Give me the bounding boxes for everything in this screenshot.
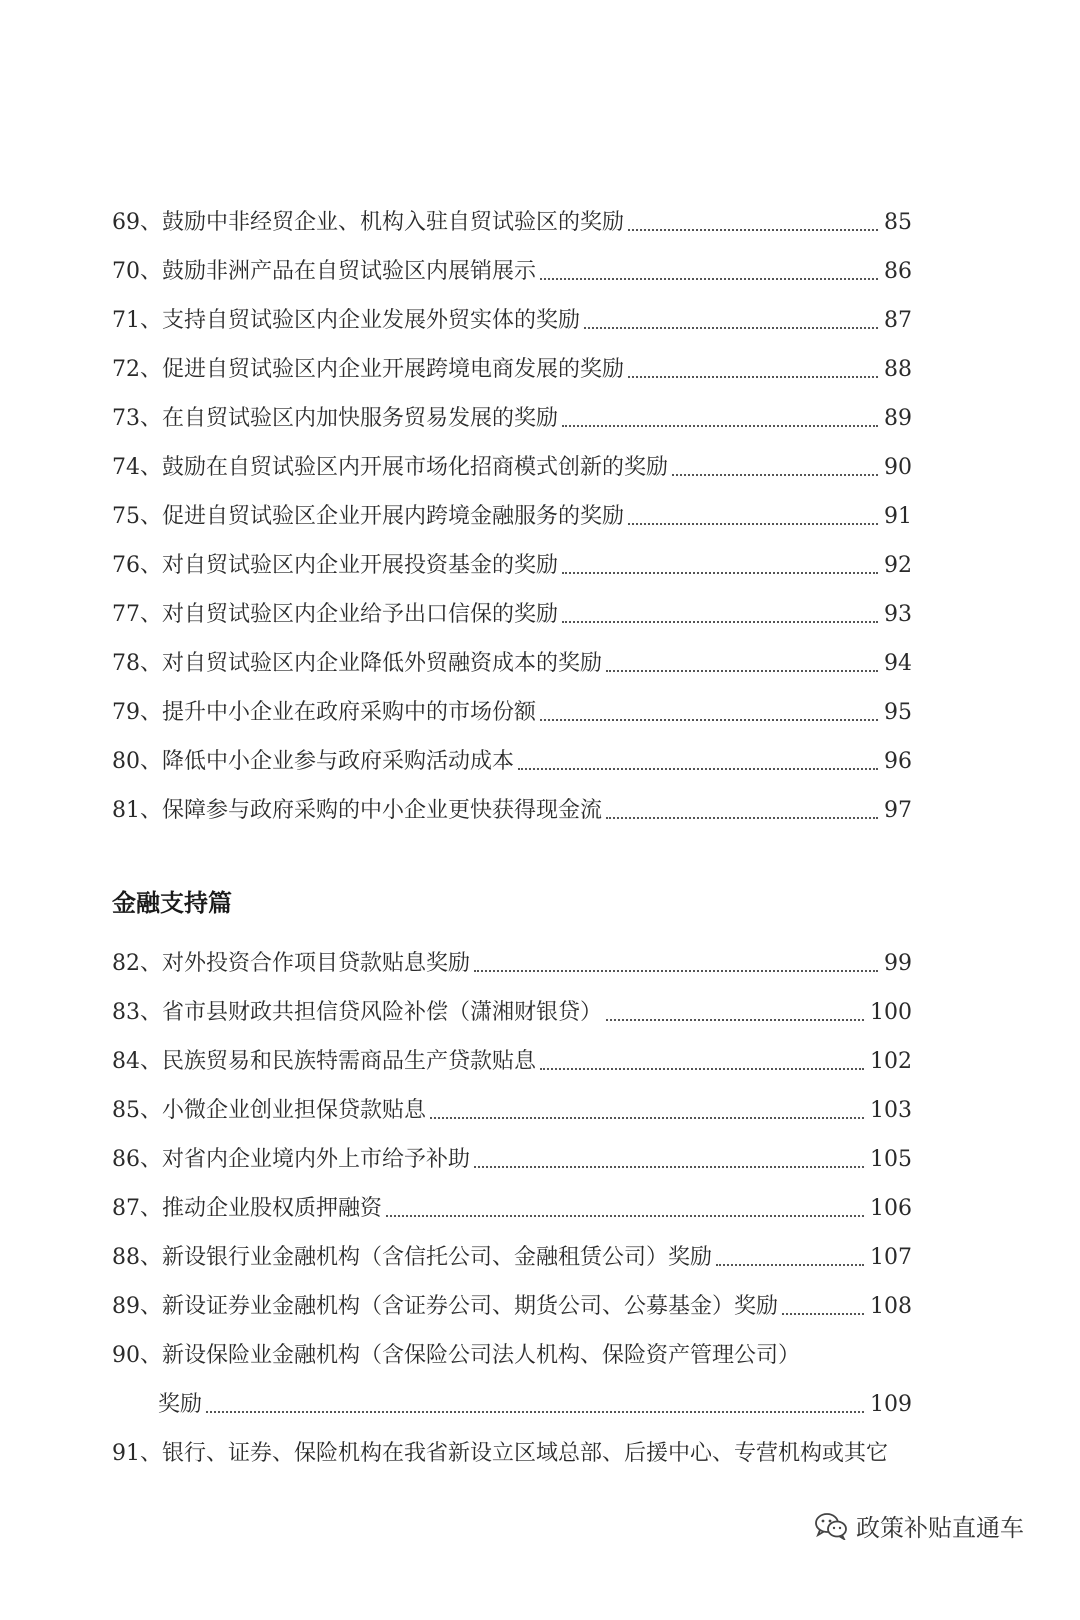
watermark-text: 政策补贴直通车 bbox=[856, 1514, 1024, 1542]
toc-entry-title: 82、对外投资合作项目贷款贴息奖励 bbox=[112, 951, 470, 976]
dot-leader bbox=[540, 1068, 864, 1070]
toc-entry-title: 75、促进自贸试验区企业开展内跨境金融服务的奖励 bbox=[112, 504, 624, 529]
toc-entry-page: 89 bbox=[884, 406, 912, 431]
dot-leader bbox=[628, 229, 878, 231]
toc-entry-title: 77、对自贸试验区内企业给予出口信保的奖励 bbox=[112, 602, 558, 627]
toc-entry-page: 105 bbox=[870, 1147, 912, 1172]
toc-entry-page: 87 bbox=[884, 308, 912, 333]
toc-entry-page: 109 bbox=[870, 1392, 912, 1417]
toc-entry[interactable] bbox=[112, 434, 912, 483]
toc-entry-title: 69、鼓励中非经贸企业、机构入驻自贸试验区的奖励 bbox=[112, 210, 624, 235]
wechat-watermark bbox=[814, 1508, 1024, 1543]
toc-entry-title: 81、保障参与政府采购的中小企业更快获得现金流 bbox=[112, 798, 602, 823]
toc-entry-title: 84、民族贸易和民族特需商品生产贷款贴息 bbox=[112, 1049, 536, 1074]
toc-entry-page: 107 bbox=[870, 1245, 912, 1270]
toc-entry[interactable] bbox=[112, 777, 912, 826]
toc-entry[interactable] bbox=[112, 979, 912, 1028]
toc-entry[interactable] bbox=[112, 930, 912, 979]
dot-leader bbox=[386, 1215, 864, 1217]
toc-entry-page: 94 bbox=[884, 651, 912, 676]
toc-entry-title: 71、支持自贸试验区内企业发展外贸实体的奖励 bbox=[112, 308, 580, 333]
toc-entry-page: 92 bbox=[884, 553, 912, 578]
toc-entry[interactable] bbox=[112, 385, 912, 434]
toc-entry-title: 86、对省内企业境内外上市给予补助 bbox=[112, 1147, 470, 1172]
toc-entry-title: 80、降低中小企业参与政府采购活动成本 bbox=[112, 749, 514, 774]
toc-entry-continuation[interactable] bbox=[112, 1371, 912, 1420]
dot-leader bbox=[474, 1166, 864, 1168]
dot-leader bbox=[672, 474, 878, 476]
toc-entry-page: 100 bbox=[870, 1000, 912, 1025]
dot-leader bbox=[562, 425, 878, 427]
toc-entry[interactable] bbox=[112, 728, 912, 777]
toc-entry-page: 93 bbox=[884, 602, 912, 627]
toc-entry-page: 102 bbox=[870, 1049, 912, 1074]
toc-entry-page: 90 bbox=[884, 455, 912, 480]
toc-entry-title: 79、提升中小企业在政府采购中的市场份额 bbox=[112, 700, 536, 725]
toc-entry[interactable] bbox=[112, 1028, 912, 1077]
dot-leader bbox=[518, 768, 878, 770]
dot-leader bbox=[430, 1117, 864, 1119]
toc-entry-page: 106 bbox=[870, 1196, 912, 1221]
toc-entry[interactable] bbox=[112, 238, 912, 287]
wechat-icon bbox=[814, 1512, 848, 1540]
toc-entry-title: 90、新设保险业金融机构（含保险公司法人机构、保险资产管理公司） bbox=[112, 1343, 800, 1368]
toc-entry-title: 70、鼓励非洲产品在自贸试验区内展销展示 bbox=[112, 259, 536, 284]
toc-entry[interactable] bbox=[112, 630, 912, 679]
dot-leader bbox=[606, 817, 878, 819]
dot-leader bbox=[540, 719, 878, 721]
dot-leader bbox=[782, 1313, 864, 1315]
dot-leader bbox=[628, 376, 878, 378]
toc-entry-title: 91、银行、证券、保险机构在我省新设立区域总部、后援中心、专营机构或其它 bbox=[112, 1441, 888, 1466]
toc-entry-title: 73、在自贸试验区内加快服务贸易发展的奖励 bbox=[112, 406, 558, 431]
dot-leader bbox=[206, 1411, 864, 1413]
toc-entry[interactable] bbox=[112, 1420, 912, 1469]
dot-leader bbox=[716, 1264, 864, 1266]
section-heading: 金融支持篇 bbox=[112, 889, 232, 917]
toc-entry-title: 89、新设证券业金融机构（含证券公司、期货公司、公募基金）奖励 bbox=[112, 1294, 778, 1319]
dot-leader bbox=[606, 670, 878, 672]
toc-entry[interactable] bbox=[112, 532, 912, 581]
toc-entry[interactable] bbox=[112, 1322, 912, 1371]
toc-entry[interactable] bbox=[112, 189, 912, 238]
toc-entry[interactable] bbox=[112, 1224, 912, 1273]
toc-entry-page: 85 bbox=[884, 210, 912, 235]
toc-entry-page: 95 bbox=[884, 700, 912, 725]
toc-entry[interactable] bbox=[112, 679, 912, 728]
toc-entry[interactable] bbox=[112, 1077, 912, 1126]
toc-entry[interactable] bbox=[112, 336, 912, 385]
toc-entry-title: 85、小微企业创业担保贷款贴息 bbox=[112, 1098, 426, 1123]
toc-entry[interactable] bbox=[112, 287, 912, 336]
toc-entry-title: 奖励 bbox=[158, 1392, 203, 1417]
toc-entry[interactable] bbox=[112, 1175, 912, 1224]
dot-leader bbox=[584, 327, 878, 329]
dot-leader bbox=[474, 970, 878, 972]
toc-entry-page: 91 bbox=[884, 504, 912, 529]
toc-entry-title: 88、新设银行业金融机构（含信托公司、金融租赁公司）奖励 bbox=[112, 1245, 712, 1270]
toc-entry-page: 88 bbox=[884, 357, 912, 382]
toc-entry-page: 99 bbox=[884, 951, 912, 976]
toc-entry-page: 108 bbox=[870, 1294, 912, 1319]
toc-entry-title: 87、推动企业股权质押融资 bbox=[112, 1196, 382, 1221]
toc-entry-page: 96 bbox=[884, 749, 912, 774]
toc-entry-page: 86 bbox=[884, 259, 912, 284]
toc-entry-title: 76、对自贸试验区内企业开展投资基金的奖励 bbox=[112, 553, 558, 578]
toc-entry-page: 103 bbox=[870, 1098, 912, 1123]
toc-entry-title: 72、促进自贸试验区内企业开展跨境电商发展的奖励 bbox=[112, 357, 624, 382]
dot-leader bbox=[562, 572, 878, 574]
toc-entry[interactable] bbox=[112, 1126, 912, 1175]
toc-entry-title: 78、对自贸试验区内企业降低外贸融资成本的奖励 bbox=[112, 651, 602, 676]
toc-entry-page: 97 bbox=[884, 798, 912, 823]
dot-leader bbox=[628, 523, 878, 525]
dot-leader bbox=[606, 1019, 864, 1021]
toc-entry[interactable] bbox=[112, 1273, 912, 1322]
toc-entry-title: 74、鼓励在自贸试验区内开展市场化招商模式创新的奖励 bbox=[112, 455, 668, 480]
dot-leader bbox=[562, 621, 878, 623]
toc-entry[interactable] bbox=[112, 581, 912, 630]
dot-leader bbox=[540, 278, 878, 280]
toc-entry-title: 83、省市县财政共担信贷风险补偿（潇湘财银贷） bbox=[112, 1000, 602, 1025]
table-of-contents bbox=[112, 189, 912, 1469]
toc-entry[interactable] bbox=[112, 483, 912, 532]
